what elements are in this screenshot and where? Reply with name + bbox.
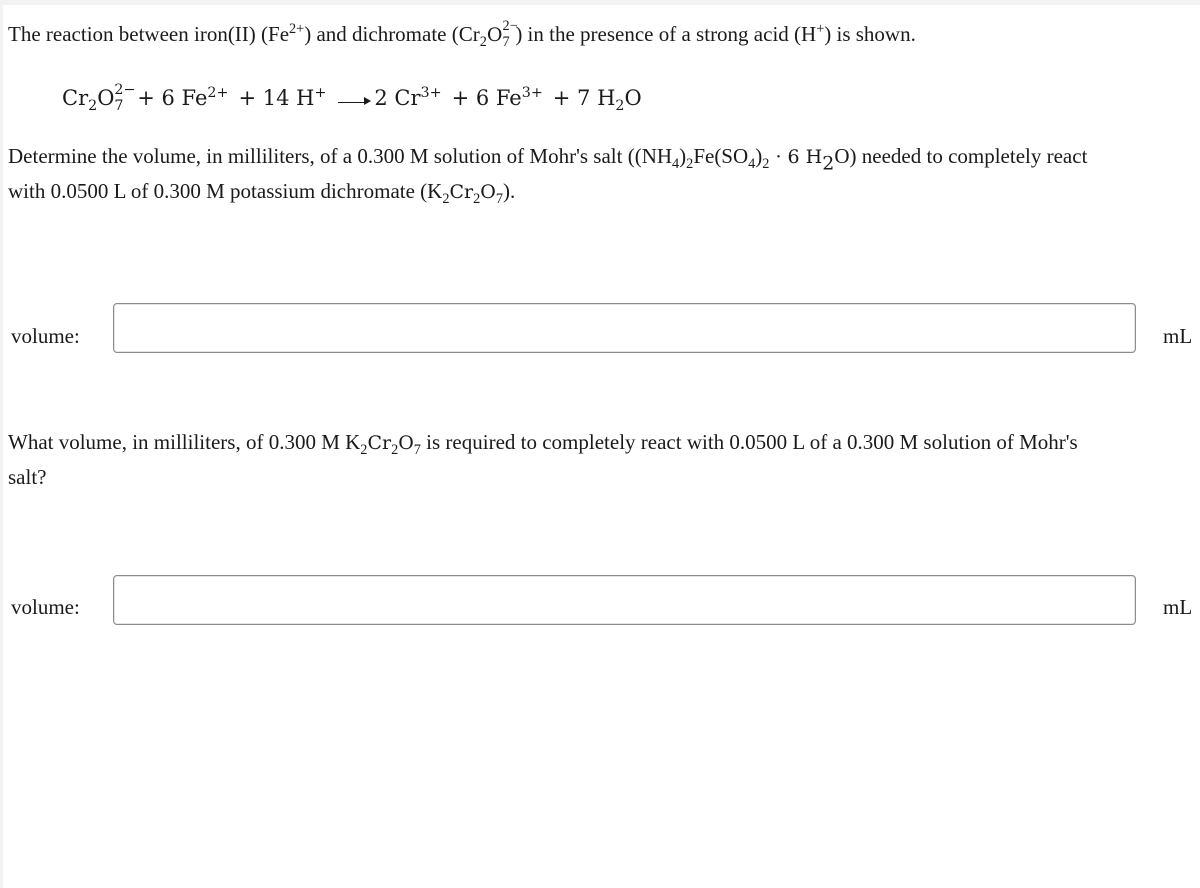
reaction-intro-text: The reaction between iron(II) $(Fe^{2+})$ and dichromate ($Cr_2O$ 2− 7 ) in the presence of a strong acid (H+) is shown. (8, 17, 916, 50)
question1-prompt-line1: Determine the volume, in milliliters, of a 0.300 M solution of Mohr's salt ($(NH_4)_2Fe(SO_4)_2 \cdot 6$ $H_2O$) needed to completely react (8, 144, 1088, 175)
unit-label-2: mL (1163, 595, 1193, 619)
chemical-equation: $Cr_2O$ 2− 7 + 6 $Fe^{2+} + 14$ H+ 2 $Cr^{3+} + 6$ $Fe^{3+} + 7$ $H_2O$ (62, 81, 642, 114)
volume-label-1: volume: (11, 324, 80, 348)
question1-prompt-line2: with 0.0500 L of 0.300 M potassium dichromate $(K_2Cr_2O_7)$. (8, 179, 516, 207)
left-border (0, 0, 3, 888)
unit-label-1: mL (1163, 324, 1193, 348)
question2-prompt-line1: What volume, in milliliters, of 0.300 M $K_2Cr_2O_7$ is required to completely react with 0.0500 L of a 0.300 M solution of Mohr's (8, 430, 1078, 458)
volume-answer-input-2[interactable] (113, 575, 1136, 625)
volume-label-2: volume: (11, 595, 80, 619)
volume-answer-input-1[interactable] (113, 303, 1136, 353)
question2-prompt-line2: salt? (8, 465, 47, 489)
top-border (0, 0, 1200, 5)
